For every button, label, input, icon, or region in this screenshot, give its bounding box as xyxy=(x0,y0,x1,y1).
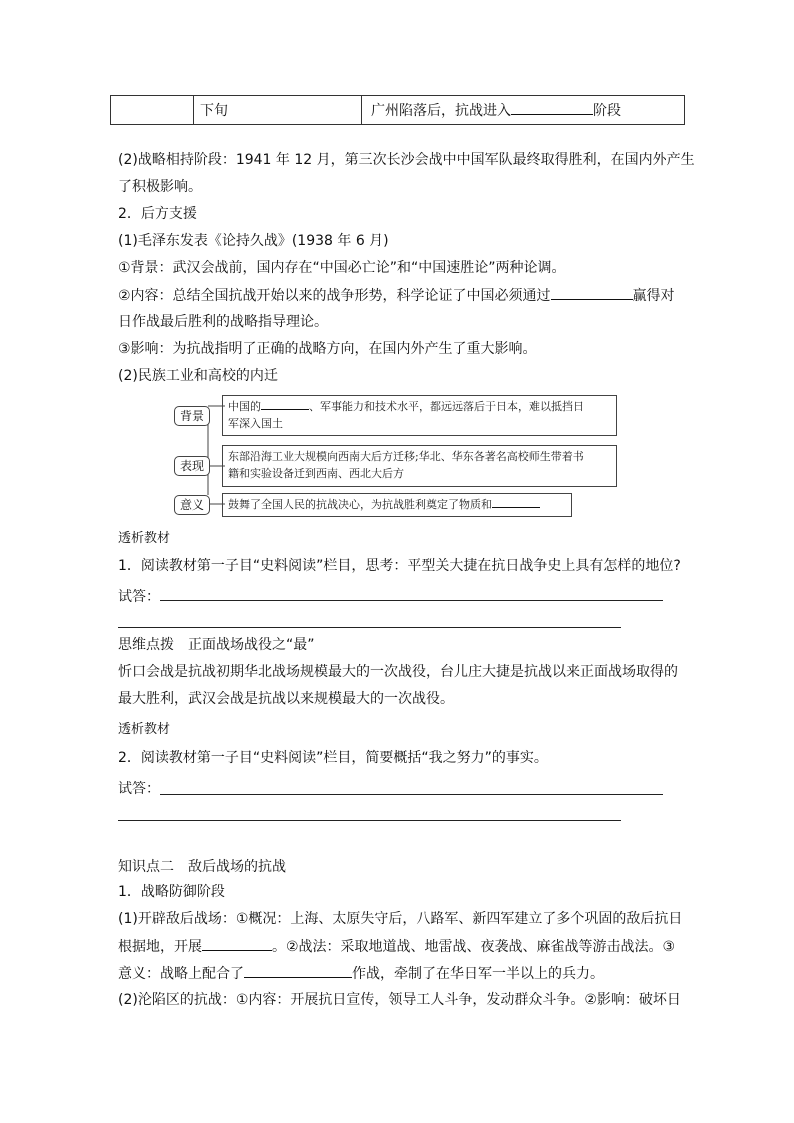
para-enemy-rear-l3 xyxy=(118,963,604,984)
tip-line-1: 忻口会战是抗战初期华北战场规模最大的一次战役，台儿庄大捷是抗战以来正面战场取得的 xyxy=(118,664,678,680)
para-background: ①背景：武汉会战前，国内存在“中国必亡论”和“中国速胜论”两种论调。 xyxy=(118,260,566,276)
answer-line-1a[interactable] xyxy=(160,600,663,601)
table-cell-time-text: 下旬 xyxy=(200,103,228,119)
section-textbook-analysis-2: 透析教材 xyxy=(118,722,171,737)
box-background-l1 xyxy=(228,398,611,415)
para-occupied-areas: (2)沦陷区的抗战：①内容：开展抗日宣传，领导工人斗争，发动群众斗争。②影响：破坏日 xyxy=(118,992,681,1008)
rear-l2-prefix: 根据地，开展 xyxy=(118,939,202,955)
stage-suffix: 阶段 xyxy=(593,103,621,119)
box-manifestation xyxy=(222,445,617,487)
box-background-l2: 军深入国土 xyxy=(228,417,283,430)
subheading-protracted-war: (1)毛泽东发表《论持久战》(1938 年 6 月) xyxy=(118,233,389,249)
para-enemy-rear-l1: (1)开辟敌后战场：①概况：上海、太原失守后，八路军、新四军建立了多个巩固的敌后抗日 xyxy=(118,911,683,927)
table-row xyxy=(110,95,685,125)
answer-line-1b[interactable] xyxy=(118,627,621,628)
answer-label-2: 试答： xyxy=(118,781,160,797)
fill-blank xyxy=(261,398,309,410)
content-suffix: 赢得对 xyxy=(632,288,675,304)
para-stalemate-l2: 了积极影响。 xyxy=(118,179,202,195)
tag-manifestation: 表现 xyxy=(174,456,210,476)
question-2: 2．阅读教材第一子目“史料阅读”栏目，简要概括“我之努力”的事实。 xyxy=(118,750,548,766)
significance-text: 鼓舞了全国人民的抗战决心，为抗战胜利奠定了物质和 xyxy=(228,498,492,511)
para-impact: ③影响：为抗战指明了正确的战略方向，在国内外产生了重大影响。 xyxy=(118,341,537,357)
bg-suffix: 、军事能力和技术水平，都远远落后于日本，难以抵挡日 xyxy=(309,400,584,413)
subheading-relocation: (2)民族工业和高校的内迁 xyxy=(118,368,278,384)
tip-line-2: 最大胜利，武汉会战是抗战以来规模最大的一次战役。 xyxy=(118,691,454,707)
answer-line-2b[interactable] xyxy=(118,820,621,821)
fill-blank xyxy=(511,100,593,115)
box-background xyxy=(222,395,617,436)
rear-l2-suffix: 。②战法：采取地道战、地雷战、夜袭战、麻雀战等游击战法。③ xyxy=(272,939,676,955)
stage-text: 广州陷落后，抗战进入 xyxy=(371,103,511,119)
para-content-l1 xyxy=(118,285,675,306)
box-manifestation-l1: 东部沿海工业大规模向西南大后方迁移;华北、华东各著名高校师生带着书 xyxy=(228,450,584,463)
content-prefix: ②内容：总结全国抗战开始以来的战争形势，科学论证了中国必须通过 xyxy=(118,288,551,304)
bg-prefix: 中国的 xyxy=(228,400,261,413)
section-heading-rear-support: 2．后方支援 xyxy=(118,206,197,222)
question-1: 1．阅读教材第一子目“史料阅读”栏目，思考：平型关大捷在抗日战争史上具有怎样的地位? xyxy=(118,558,681,574)
fill-blank xyxy=(244,963,352,978)
fill-blank xyxy=(551,285,633,300)
table-cell-empty xyxy=(111,96,194,124)
answer-label-1: 试答： xyxy=(118,589,160,605)
knowledge-point-2-heading: 知识点二 敌后战场的抗战 xyxy=(118,859,286,875)
fill-blank xyxy=(202,936,272,951)
box-manifestation-l2: 籍和实验设备迁到西南、西北大后方 xyxy=(228,467,404,480)
rear-l3-prefix: 意义：战略上配合了 xyxy=(118,966,244,982)
answer-line-2a[interactable] xyxy=(160,794,663,795)
table-cell-time xyxy=(194,96,362,124)
box-significance xyxy=(222,493,572,517)
para-enemy-rear-l2 xyxy=(118,936,675,957)
para-content-l2: 日作战最后胜利的战略指导理论。 xyxy=(118,314,328,330)
tag-background: 背景 xyxy=(174,406,210,426)
section-textbook-analysis-1: 透析教材 xyxy=(118,531,171,546)
table-cell-stage xyxy=(371,100,621,120)
fill-blank xyxy=(492,496,540,508)
rear-l3-suffix: 作战，牵制了在华日军一半以上的兵力。 xyxy=(352,966,604,982)
subheading-defense-stage: 1．战略防御阶段 xyxy=(118,884,225,900)
tag-significance: 意义 xyxy=(174,495,210,515)
para-stalemate-l1: (2)战略相持阶段：1941 年 12 月，第三次长沙会战中中国军队最终取得胜利，在国内外产生 xyxy=(118,152,695,168)
tip-heading: 思维点拨 正面战场战役之“最” xyxy=(118,637,315,653)
